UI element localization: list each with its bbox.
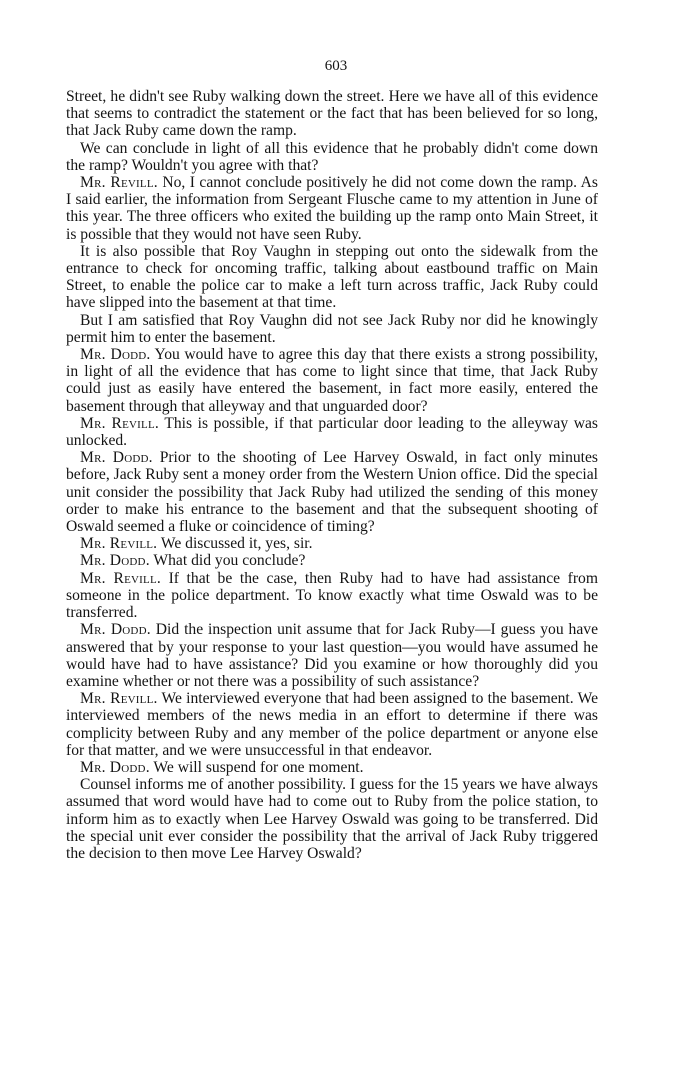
- speaker-name: Mr. Revill.: [80, 535, 158, 553]
- paragraph-text: You would have to agree this day that there exists a strong possibility, in light of all the evidence that has come to light since that time, that Jack Ruby could just as easily have entered the basement, in fact more easily, entered the basement through that alleyway and that unguarded door?: [66, 346, 598, 415]
- paragraph: [66, 552, 598, 569]
- paragraph-text: This is possible, if that particular door leading to the alleyway was unlocked.: [66, 414, 599, 450]
- paragraph-text: We discussed it, yes, sir.: [157, 535, 313, 553]
- paragraph-text: Street, he didn't see Ruby walking down the street. Here we have all of this evidence that seems to contradict the statement or the fact that has been believed for so long, that Jack Ruby came down the ramp.: [66, 88, 598, 140]
- paragraph-text: We interviewed everyone that had been assigned to the basement. We interviewed members of the news media in an effort to determine if there was complicity between Ruby and any member of the police department or anyone else for that matter, and we were unsuccessful in that endeavor.: [66, 690, 598, 759]
- paragraph: [66, 690, 598, 759]
- paragraph-text: It is also possible that Roy Vaughn in stepping out onto the sidewalk from the entrance to check for oncoming traffic, talking about eastbound traffic on Main Street, to enable the police car to make a left turn across traffic, Jack Ruby could have slipped into the basement at that time.: [66, 242, 598, 312]
- paragraph: [66, 776, 598, 862]
- paragraph-text: Counsel informs me of another possibility. I guess for the 15 years we have always assumed that word would have had to come out to Ruby from the police station, to inform him as to exactly when Lee Harvey Oswald was going to be transferred. Did the special unit ever consider the possibility that the arrival of Jack Ruby triggered the decision to then move Lee Harvey Oswald?: [66, 776, 598, 862]
- paragraph: [66, 346, 598, 415]
- speaker-name: Mr. Dodd.: [80, 621, 151, 639]
- paragraph: [66, 570, 598, 622]
- speaker-name: Mr. Dodd.: [80, 758, 150, 776]
- paragraph: [66, 415, 598, 449]
- paragraph: [66, 312, 598, 346]
- paragraph-text: But I am satisfied that Roy Vaughn did not see Jack Ruby nor did he knowingly permit him to enter the basement.: [66, 311, 598, 346]
- document-page: [66, 56, 598, 862]
- paragraph: [66, 535, 598, 552]
- paragraph-text: Did the inspection unit assume that for Jack Ruby—I guess you have answered that by your response to your last question—you would have assumed he would have had to have assistance? Did you examine or how thoroughly did you examine whether or not there was a possibility of such assistance?: [66, 621, 598, 690]
- paragraph: [66, 449, 598, 535]
- speaker-name: Mr. Revill.: [80, 414, 159, 432]
- speaker-name: Mr. Dodd.: [80, 346, 151, 364]
- page-number: 603: [324, 58, 348, 74]
- speaker-name: Mr. Dodd.: [80, 552, 150, 570]
- paragraph-text: We can conclude in light of all this evidence that he probably didn't come down the ramp? Wouldn't you agree with that?: [66, 139, 598, 174]
- paragraph: [66, 621, 598, 690]
- speaker-name: Mr. Dodd.: [80, 449, 153, 467]
- body-text: [66, 88, 598, 862]
- speaker-name: Mr. Revill.: [80, 174, 158, 192]
- speaker-name: Mr. Revill.: [80, 690, 158, 708]
- paragraph-text: Prior to the shooting of Lee Harvey Oswald, in fact only minutes before, Jack Ruby sent a money order from the Western Union office. Did the special unit consider the possibility that Jack Ruby had utilized the sending of this money order to make his entrance to the basement and that the subsequent shooting of Oswald seemed a fluke or coincidence of timing?: [66, 449, 598, 536]
- paragraph: [66, 140, 598, 174]
- paragraph: [66, 174, 598, 243]
- paragraph-text: We will suspend for one moment.: [149, 758, 364, 776]
- speaker-name: Mr. Revill.: [80, 569, 161, 587]
- paragraph: [66, 243, 598, 312]
- paragraph: [66, 88, 598, 140]
- paragraph: [66, 759, 598, 776]
- paragraph-text: No, I cannot conclude positively he did not come down the ramp. As I said earlier, the information from Sergeant Flusche came to my attention in June of this year. The three officers who exited the building up the ramp onto Main Street, it is possible that they would not have seen Ruby.: [66, 174, 598, 243]
- paragraph-text: What did you conclude?: [149, 552, 306, 570]
- paragraph-text: If that be the case, then Ruby had to have had assistance from someone in the police department. To know exactly what time Oswald was to be transferred.: [66, 569, 598, 622]
